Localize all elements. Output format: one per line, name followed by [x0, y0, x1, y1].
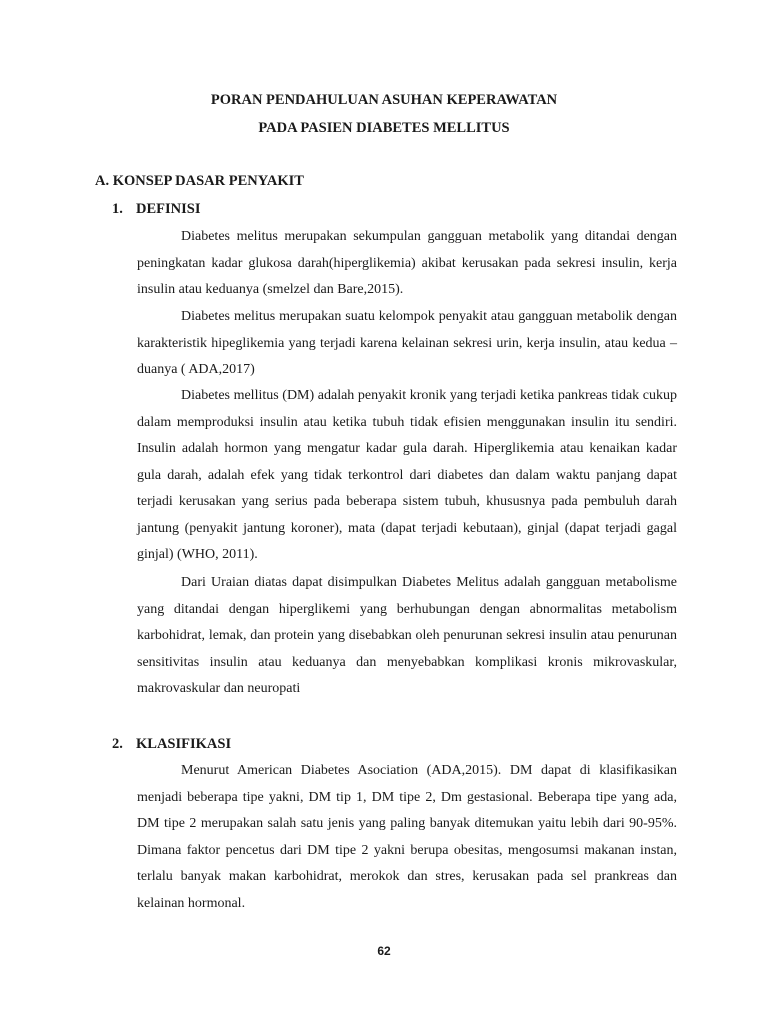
definisi-paragraph-3: Diabetes mellitus (DM) adalah penyakit kronik yang terjadi ketika pankreas tidak cukup dalam memproduksi insulin atau ketika tubuh tidak efisien menggunakan insulin itu sendiri. Insulin adalah hormon yang mengatur kadar gula darah. Hiperglikemia atau kenaikan kadar gula darah, adalah efek yang tidak terkontrol dari diabetes dan dalam waktu panjang dapat terjadi kerusakan yang serius pada beberapa sistem tubuh, khususnya pada pembuluh darah jantung (penyakit jantung koroner), mata (dapat terjadi kebutaan), ginjal (dapat terjadi gagal ginjal) (WHO, 2011). — [137, 388, 677, 562]
document-title-line1: PORAN PENDAHULUAN ASUHAN KEPERAWATAN — [210, 92, 558, 108]
definisi-paragraph-4: Dari Uraian diatas dapat disimpulkan Diabetes Melitus adalah gangguan metabolisme yang ditandai dengan hiperglikemi yang berhubungan dengan abnormalitas metabolism karbohidrat, lemak, dan protein yang disebabkan oleh penurunan sekresi insulin atau penurunan sensitivitas insulin atau keduanya dan menyebabkan komplikasi kronis mikrovaskular, makrovaskular dan neuropati — [137, 575, 677, 696]
subsection-title: KLASIFIKASI — [136, 736, 232, 752]
definisi-paragraph-2: Diabetes melitus merupakan suatu kelompok penyakit atau gangguan metabolik dengan karakteristik hipeglikemia yang terjadi karena kelainan sekresi urin, kerja insulin, atau kedua – duanya ( ADA,2017) — [137, 309, 677, 377]
subsection-number: 1. — [112, 201, 123, 217]
section-a-heading: A. KONSEP DASAR PENYAKIT — [95, 173, 304, 189]
subsection-title: DEFINISI — [136, 201, 201, 217]
klasifikasi-paragraph-1: Menurut American Diabetes Asociation (ADA,2015). DM dapat di klasifikasikan menjadi beberapa tipe yakni, DM tip 1, DM tipe 2, Dm gestasional. Beberapa tipe yang ada, DM tipe 2 merupakan salah satu jenis yang paling banyak ditemukan yaitu lebih dari 90-95%. Dimana faktor pencetus dari DM tipe 2 yakni berupa obesitas, mengosumsi makanan instan, terlalu banyak makan karbohidrat, merokok dan stres, kerusakan pada sel prankreas dan kelainan hormonal. — [137, 763, 677, 911]
subsection-heading-definisi — [112, 201, 200, 218]
subsection-number: 2. — [112, 736, 123, 752]
definisi-paragraph-1: Diabetes melitus merupakan sekumpulan gangguan metabolik yang ditandai dengan peningkatan kadar glukosa darah(hiperglikemia) akibat kerusakan pada sekresi insulin, kerja insulin atau keduanya (smelzel dan Bare,2015). — [137, 229, 677, 297]
subsection-heading-klasifikasi — [112, 736, 231, 753]
page-number: 62 — [377, 944, 391, 958]
document-title-line2: PADA PASIEN DIABETES MELLITUS — [258, 120, 510, 136]
